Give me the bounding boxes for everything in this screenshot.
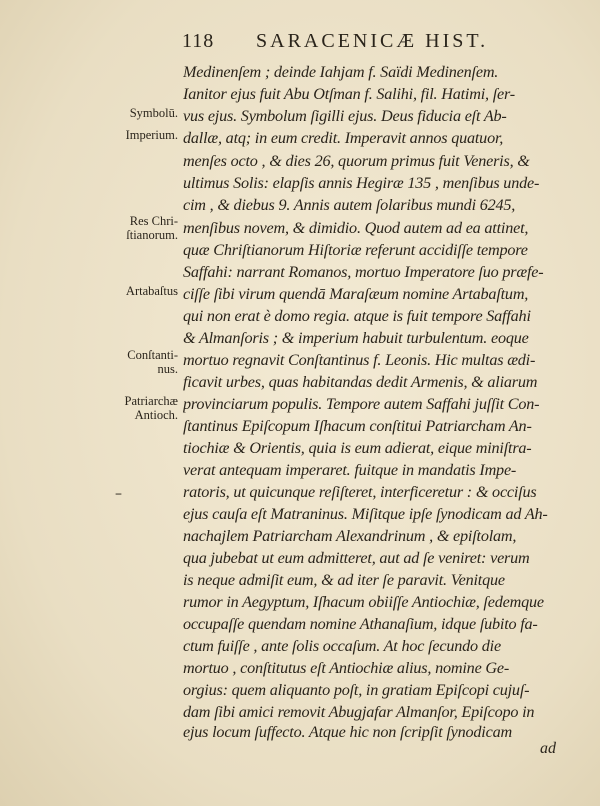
margin-note-constantinus	[100, 348, 178, 376]
text-line: is neque admiſit eum, & ad iter ſe paravit. Venitque	[183, 571, 505, 589]
margin-note-artabastus: Artabaſtus	[125, 284, 178, 298]
text-line: cim , & diebus 9. Annis autem ſolaribus mundi 6245,	[183, 196, 516, 214]
running-title: SARACENICÆ HIST.	[256, 30, 489, 52]
text-line: & Almanſoris ; & imperium habuit turbulentum. eoque	[183, 329, 529, 347]
text-line: ficavit urbes, quas habitandas dedit Armenis, & aliarum	[183, 373, 538, 391]
text-line: quæ Chriſtianorum Hiſtoriæ referunt accidiſſe tempore	[183, 241, 528, 259]
page-number: 118	[182, 30, 215, 52]
text-line: dam ſibi amici removit Abugjafar Almanſor, Epiſcopo in	[183, 703, 535, 721]
text-line: Ianitor ejus fuit Abu Otſman f. Salihi, fil. Hatimi, ſer-	[183, 85, 515, 103]
text-line: qui non erat è domo regia. atque is fuit tempore Saffahi	[183, 307, 531, 325]
margin-note-symbolum: Symbolū.	[129, 106, 178, 120]
text-line: ejus cauſa eſt Matraninus. Miſitque ipſe ſynodicam ad Ah-	[183, 505, 548, 523]
margin-note-line: Conſtanti-	[127, 348, 178, 362]
text-line: orgius: quem aliquanto poſt, in gratiam Epiſcopi cujuſ-	[183, 681, 530, 699]
text-line: mortuo regnavit Conſtantinus f. Leonis. Hic multas ædi-	[183, 351, 536, 369]
text-line: ratoris, ut quicunque reſiſteret, interficeretur : & occiſus	[183, 483, 537, 501]
text-line: ctum fuiſſe , ante ſolis occaſum. At hoc ſecundo die	[183, 637, 501, 655]
margin-note-patriarcha	[100, 394, 178, 422]
margin-note-line: Patriarchæ	[124, 394, 178, 408]
text-line: Saffahi: narrant Romanos, mortuo Imperatore ſuo præfe-	[183, 263, 544, 281]
margin-note-line: ſtianorum.	[126, 228, 178, 242]
text-line: tiochiæ & Orientis, quia is eum adierat, eique miniſtra-	[183, 439, 532, 457]
text-line: mortuo , conſtitutus eſt Antiochiæ alius, nomine Ge-	[183, 659, 510, 677]
text-line: Medinenſem ; deinde Iahjam f. Saïdi Medinenſem.	[183, 63, 499, 81]
stray-mark: –	[115, 486, 122, 502]
margin-note-line: Antioch.	[134, 408, 178, 422]
text-line: ultimus Solis: elapſis annis Hegiræ 135 , menſibus unde-	[183, 174, 540, 192]
text-line: ciſſe ſibi virum quendā Maraſæum nomine Artabaſtum,	[183, 285, 529, 303]
margin-note-imperium: Imperium.	[125, 128, 178, 142]
margin-note-line: nus.	[157, 362, 178, 376]
text-line: occupaſſe quendam nomine Athanaſium, idque ſubito fa-	[183, 615, 538, 633]
text-line: qua jubebat ut eum admitteret, aut ad ſe veniret: verum	[183, 549, 530, 567]
text-line: nachajlem Patriarcham Alexandrinum , & epiſtolam,	[183, 527, 517, 545]
catchword: ad	[540, 740, 556, 757]
text-line: verat antequam imperaret. fuitque in mandatis Impe-	[183, 461, 517, 479]
text-line: dallæ, atq; in eum credit. Imperavit annos quatuor,	[183, 129, 504, 147]
margin-note-res-christianorum	[100, 214, 178, 242]
text-line: menſibus novem, & dimidio. Quod autem ad ea attinet,	[183, 219, 529, 237]
margin-note-line: Res Chri-	[129, 214, 178, 228]
text-line: ſtantinus Epiſcopum Iſhacum conſtitui Patriarcham An-	[183, 417, 532, 435]
text-line: vus ejus. Symbolum ſigilli ejus. Deus fiducia eſt Ab-	[183, 107, 507, 125]
text-line: rumor in Aegyptum, Iſhacum obiiſſe Antiochiæ, ſedemque	[183, 593, 544, 611]
text-line: ejus locum ſuffecto. Atque hic non ſcripſit ſynodicam	[183, 723, 512, 741]
text-line: menſes octo , & dies 26, quorum primus fuit Veneris, &	[183, 152, 530, 170]
running-header	[182, 30, 522, 54]
text-line: provinciarum populis. Tempore autem Saffahi juſſit Con-	[183, 395, 540, 413]
